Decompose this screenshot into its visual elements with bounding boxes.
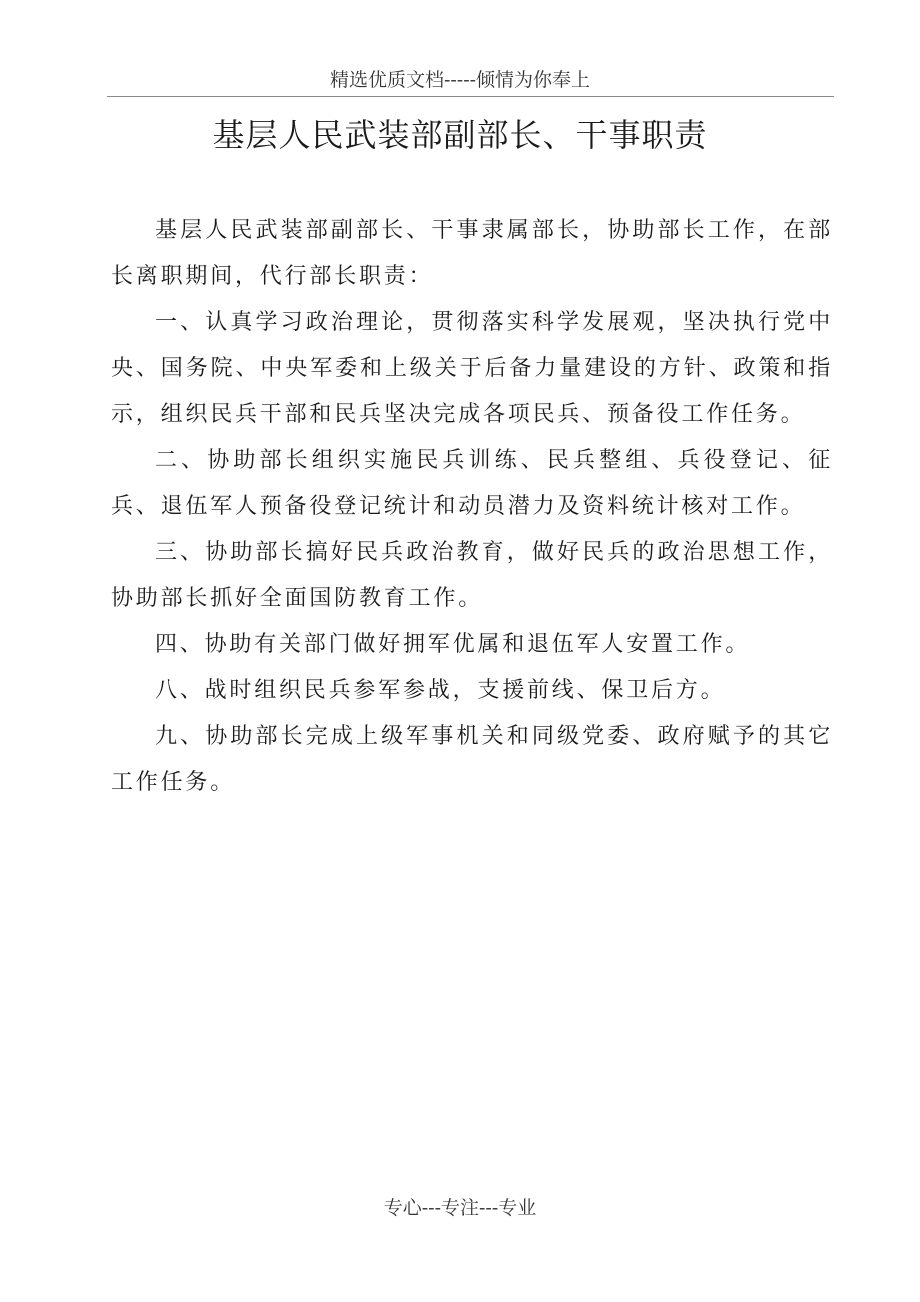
header-divider — [107, 96, 834, 97]
paragraph-intro: 基层人民武装部副部长、干事隶属部长，协助部长工作，在部长离职期间，代行部长职责： — [111, 218, 833, 289]
document-body — [111, 208, 833, 806]
paragraph-duty-1: 一、认真学习政治理论，贯彻落实科学发展观，坚决执行党中央、国务院、中央军委和上级关于后备力量建设的方针、政策和指示，组织民兵干部和民兵坚决完成各项民兵、预备役工作任务。 — [111, 310, 833, 427]
page-header: 精选优质文档-----倾情为你奉上 — [329, 69, 591, 91]
page-footer: 专心---专注---专业 — [383, 1197, 537, 1219]
document-title: 基层人民武装部副部长、干事职责 — [212, 116, 708, 154]
paragraph-duty-9: 九、协助部长完成上级军事机关和同级党委、政府赋予的其它工作任务。 — [111, 724, 833, 795]
paragraph-duty-4: 四、协助有关部门做好拥军优属和退伍军人安置工作。 — [155, 632, 751, 657]
paragraph-duty-2: 二、协助部长组织实施民兵训练、民兵整组、兵役登记、征兵、退伍军人预备役登记统计和动员潜力及资料统计核对工作。 — [111, 448, 833, 519]
paragraph-duty-8: 八、战时组织民兵参军参战，支援前线、保卫后方。 — [155, 678, 726, 703]
paragraph-duty-3: 三、协助部长搞好民兵政治教育，做好民兵的政治思想工作，协助部长抓好全面国防教育工作。 — [111, 540, 833, 611]
